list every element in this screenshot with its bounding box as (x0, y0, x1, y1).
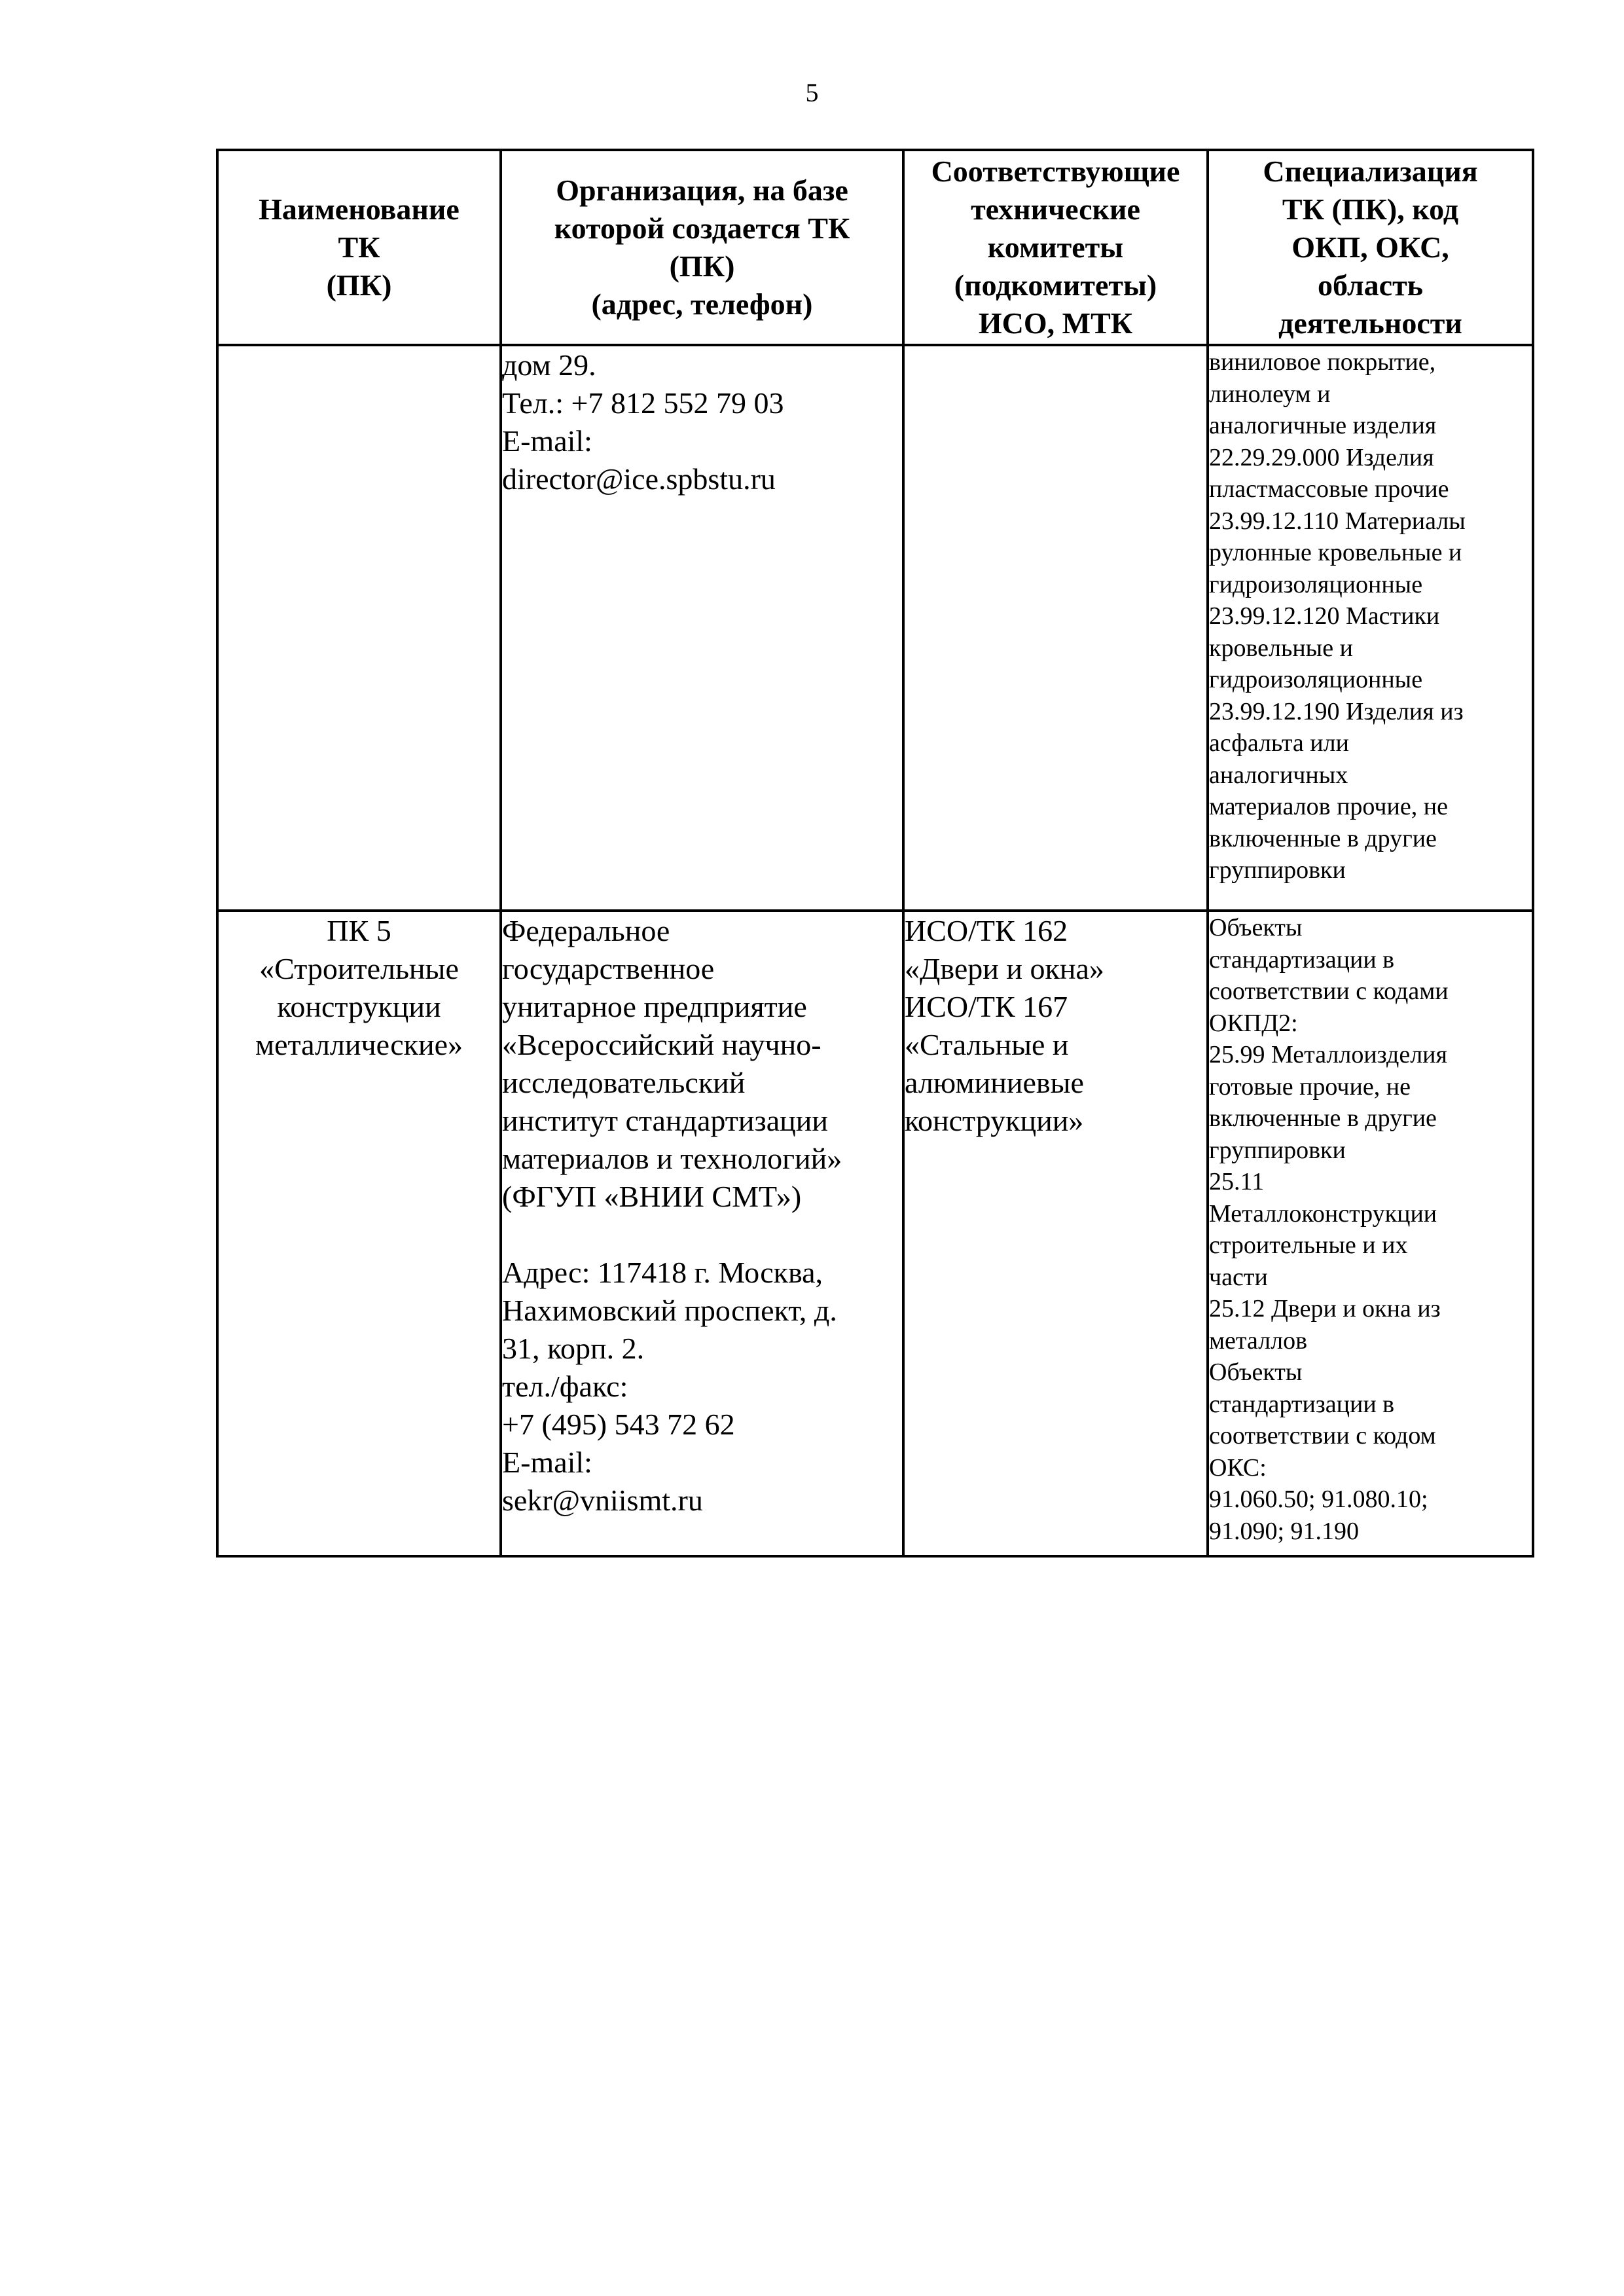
header-specialization: Специализация ТК (ПК), код ОКП, ОКС, область деятельности (1208, 150, 1533, 345)
table-row (217, 911, 1533, 1556)
row-1-specialization: виниловое покрытие, линолеум и аналогичные изделия 22.29.29.000 Изделия пластмассовые прочие 23.99.12.110 Материалы рулонные кровельные и гидроизоляционные 23.99.12.120 Мастики кровельные и гидроизоляционные 23.99.12.190 Изделия из асфальта или аналогичных материалов прочие, не включенные в другие группировки (1208, 345, 1533, 911)
table-row (217, 345, 1533, 911)
row-2-organization-cell (501, 911, 903, 1556)
row-2-spacer (502, 1216, 902, 1254)
row-2-organization: Федеральное государственное унитарное предприятие «Всероссийский научно- исследовательский институт стандартизации материалов и технологий» (ФГУП «ВНИИ СМТ») (502, 914, 842, 1213)
header-organization: Организация, на базе которой создается ТК (ПК) (адрес, телефон) (501, 150, 903, 345)
row-2-name: ПК 5 «Строительные конструкции металлические» (217, 911, 501, 1556)
header-tk-name: Наименование ТК (ПК) (217, 150, 501, 345)
row-2-committees: ИСО/ТК 162 «Двери и окна» ИСО/ТК 167 «Стальные и алюминиевые конструкции» (903, 911, 1208, 1556)
page-number: 5 (805, 78, 819, 107)
row-1-committees (903, 345, 1208, 911)
row-1-name (217, 345, 501, 911)
table-header-row (217, 150, 1533, 345)
row-1-organization: дом 29. Тел.: +7 812 552 79 03 E-mail: director@ice.spbstu.ru (501, 345, 903, 911)
row-2-specialization: Объекты стандартизации в соответствии с кодами ОКПД2: 25.99 Металлоизделия готовые прочие, не включенные в другие группировки 25.11 Металлоконструкции строительные и их части 25.12 Двери и окна из металлов Объекты стандартизации в соответствии с кодом ОКС: 91.060.50; 91.080.10; 91.090; 91.190 (1208, 911, 1533, 1556)
committee-table (216, 149, 1534, 1558)
row-2-address: Адрес: 117418 г. Москва, Нахимовский проспект, д. 31, корп. 2. тел./факс: +7 (495) 543 72 62 E-mail: sekr@vniismt.ru (502, 1256, 837, 1517)
header-committees: Соответствующие технические комитеты (подкомитеты) ИСО, МТК (903, 150, 1208, 345)
